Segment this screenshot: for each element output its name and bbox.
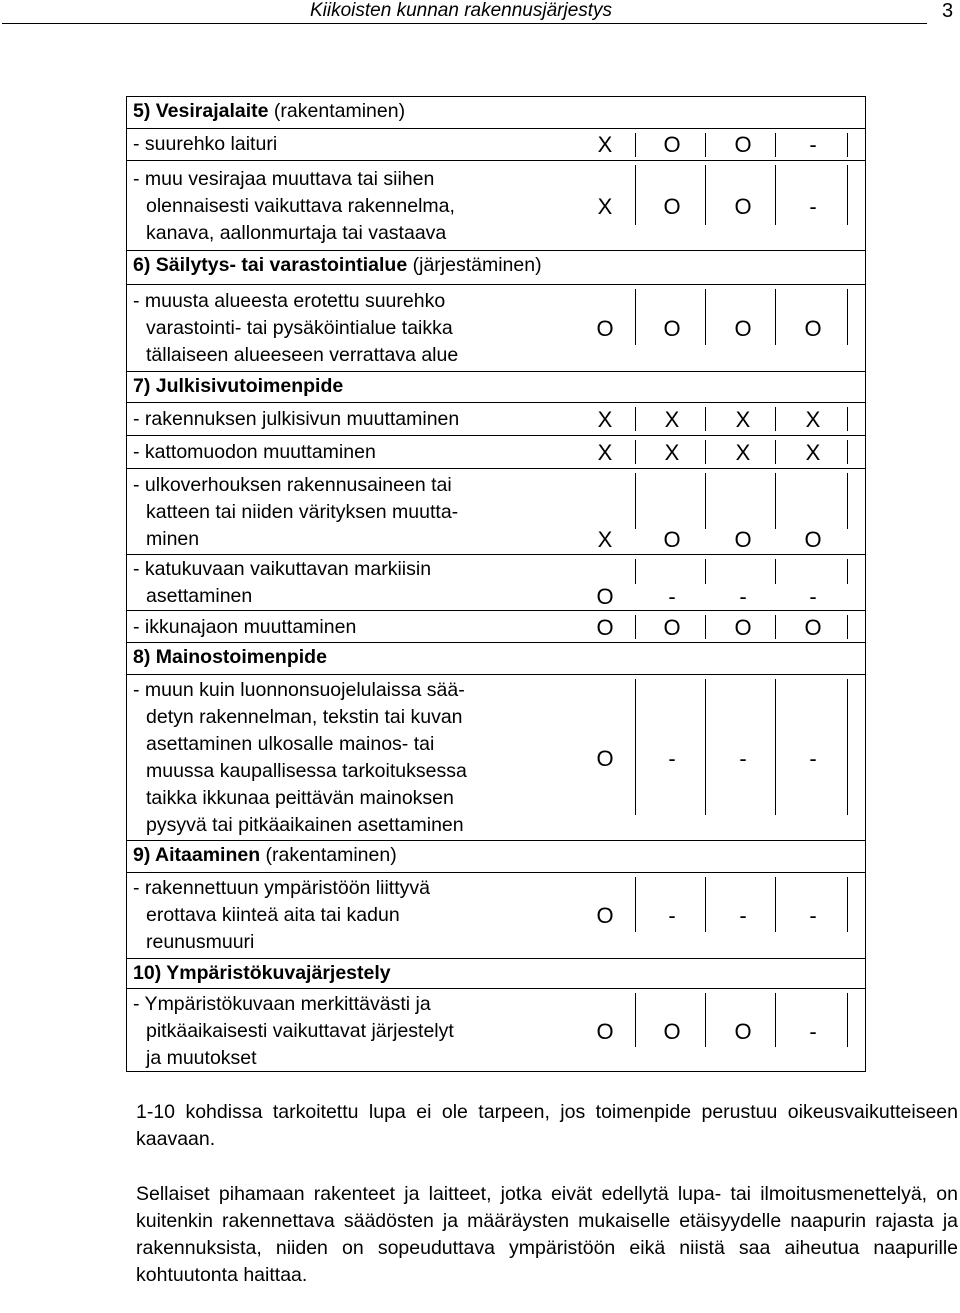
section-heading-suffix: (rakentaminen) bbox=[260, 844, 397, 866]
permit-mark: - bbox=[809, 1019, 817, 1044]
row-divider bbox=[127, 872, 865, 873]
note-paragraph-1: 1-10 kohdissa tarkoitettu lupa ei ole tarpeen, jos toimenpide perustuu oikeusvaikutteiseen kaavaan. bbox=[136, 1101, 958, 1150]
column-divider bbox=[847, 877, 848, 932]
item-text-line: olennaisesti vaikuttava rakennelma, bbox=[146, 195, 455, 217]
permit-mark: O bbox=[663, 132, 681, 157]
section-heading bbox=[133, 98, 405, 125]
permit-mark: X bbox=[735, 407, 751, 432]
column-divider bbox=[635, 559, 636, 584]
column-divider bbox=[705, 407, 706, 431]
permit-mark: X bbox=[597, 194, 613, 219]
column-divider bbox=[705, 133, 706, 157]
permit-mark: X bbox=[805, 440, 821, 465]
row-divider bbox=[127, 554, 865, 555]
section-heading-number: 9) Aitaaminen bbox=[133, 844, 261, 866]
header-title: Kiikoisten kunnan rakennusjärjestys bbox=[310, 0, 613, 21]
permit-mark: O bbox=[804, 615, 822, 640]
column-divider bbox=[635, 440, 636, 464]
column-divider bbox=[635, 407, 636, 431]
section-heading-suffix: (järjestäminen) bbox=[407, 254, 542, 276]
item-text-line: - rakennuksen julkisivun muuttaminen bbox=[133, 408, 460, 430]
row-divider bbox=[127, 610, 865, 611]
item-text-line: kanava, aallonmurtaja tai vastaava bbox=[146, 222, 447, 244]
row-divider bbox=[127, 402, 865, 403]
item-text-line: asettaminen ulkosalle mainos- tai bbox=[146, 733, 435, 755]
permit-mark: - bbox=[809, 903, 817, 928]
item-text-line: - ulkoverhouksen rakennusaineen tai bbox=[133, 474, 452, 496]
column-divider bbox=[635, 615, 636, 639]
column-divider bbox=[775, 289, 776, 345]
item-text-line: - muun kuin luonnonsuojelulaissa sää- bbox=[133, 679, 465, 701]
column-divider bbox=[775, 615, 776, 639]
permit-mark: O bbox=[804, 316, 822, 341]
item-text-line: - rakennettuun ympäristöön liittyvä bbox=[133, 877, 430, 899]
section-heading bbox=[133, 960, 391, 987]
permit-mark: - bbox=[668, 584, 676, 609]
column-divider bbox=[705, 615, 706, 639]
row-divider bbox=[127, 958, 865, 959]
permit-mark: X bbox=[805, 407, 821, 432]
row-divider bbox=[127, 160, 865, 161]
column-divider bbox=[775, 165, 776, 225]
column-divider bbox=[705, 679, 706, 815]
permit-mark: O bbox=[596, 746, 614, 771]
permit-mark: X bbox=[664, 407, 680, 432]
item-text-line: asettaminen bbox=[146, 585, 253, 607]
row-divider bbox=[127, 840, 865, 841]
column-divider bbox=[775, 133, 776, 157]
column-divider bbox=[635, 133, 636, 157]
column-divider bbox=[775, 440, 776, 464]
permit-mark: O bbox=[663, 527, 681, 552]
permit-mark: X bbox=[735, 440, 751, 465]
row-divider bbox=[127, 128, 865, 129]
permit-mark: O bbox=[596, 584, 614, 609]
row-divider bbox=[127, 642, 865, 643]
item-text-line: - muusta alueesta erotettu suurehko bbox=[133, 290, 446, 312]
item-text-line: erottava kiinteä aita tai kadun bbox=[146, 904, 400, 926]
column-divider bbox=[847, 165, 848, 225]
row-divider bbox=[127, 435, 865, 436]
section-heading-number: 10) Ympäristökuvajärjestely bbox=[133, 962, 391, 984]
permit-mark: O bbox=[663, 1019, 681, 1044]
column-divider bbox=[847, 407, 848, 431]
section-heading-suffix: (rakentaminen) bbox=[268, 100, 406, 122]
section-heading bbox=[133, 373, 343, 400]
column-divider bbox=[775, 559, 776, 584]
column-divider bbox=[635, 165, 636, 225]
note-paragraph-2: Sellaiset pihamaan rakenteet ja laitteet, jotka eivät edellytä lupa- tai ilmoitusmenettelyä, on kuitenkin rakennettava säädösten ja määräysten mukaiselle etäisyydelle naapurin rajasta ja rakennuksista, niiden on sopeuduttava ympäristöön eikä niistä saa aiheutua naapurille kohtuutonta haittaa. bbox=[136, 1183, 958, 1286]
permit-mark: O bbox=[596, 903, 614, 928]
permit-mark: O bbox=[734, 194, 752, 219]
item-text-line: tällaiseen alueeseen verrattava alue bbox=[146, 344, 459, 366]
item-text-line: katteen tai niiden värityksen muutta- bbox=[146, 501, 459, 523]
column-divider bbox=[775, 993, 776, 1047]
column-divider bbox=[847, 473, 848, 529]
permit-mark: X bbox=[597, 440, 613, 465]
item-text-line: muussa kaupallisessa tarkoituksessa bbox=[146, 760, 467, 782]
item-text-line: reunusmuuri bbox=[146, 931, 255, 953]
permit-mark: O bbox=[596, 615, 614, 640]
column-divider bbox=[705, 473, 706, 529]
item-text-line: - muu vesirajaa muuttava tai siihen bbox=[133, 168, 435, 190]
permit-mark: - bbox=[809, 194, 817, 219]
row-divider bbox=[127, 284, 865, 285]
item-text-line: pitkäaikaisesti vaikuttavat järjestelyt bbox=[146, 1020, 454, 1042]
section-heading bbox=[133, 644, 327, 671]
item-text-line: - Ympäristökuvaan merkittävästi ja bbox=[133, 993, 431, 1015]
permit-mark: O bbox=[663, 316, 681, 341]
item-text-line: ja muutokset bbox=[146, 1047, 257, 1069]
permit-mark: O bbox=[734, 527, 752, 552]
column-divider bbox=[635, 993, 636, 1047]
permit-mark: O bbox=[734, 132, 752, 157]
column-divider bbox=[705, 559, 706, 584]
permit-mark: O bbox=[596, 1019, 614, 1044]
section-heading bbox=[133, 252, 542, 279]
permit-mark: - bbox=[668, 903, 676, 928]
column-divider bbox=[775, 679, 776, 815]
section-heading bbox=[133, 842, 397, 869]
row-divider bbox=[127, 250, 865, 251]
permit-mark: O bbox=[804, 527, 822, 552]
permit-mark: - bbox=[809, 746, 817, 771]
column-divider bbox=[847, 615, 848, 639]
column-divider bbox=[705, 877, 706, 932]
column-divider bbox=[847, 993, 848, 1047]
header-rule bbox=[2, 23, 927, 24]
permit-mark: - bbox=[739, 903, 747, 928]
section-heading-number: 5) Vesirajalaite bbox=[133, 100, 269, 122]
column-divider bbox=[705, 165, 706, 225]
permit-mark: - bbox=[809, 584, 817, 609]
permit-mark: X bbox=[597, 527, 613, 552]
permit-mark: - bbox=[739, 746, 747, 771]
item-text-line: minen bbox=[146, 528, 200, 550]
page-number: 3 bbox=[942, 0, 954, 22]
item-text-line: - katukuvaan vaikuttavan markiisin bbox=[133, 558, 432, 580]
row-divider bbox=[127, 371, 865, 372]
column-divider bbox=[635, 877, 636, 932]
column-divider bbox=[635, 289, 636, 345]
column-divider bbox=[847, 559, 848, 584]
permit-mark: X bbox=[664, 440, 680, 465]
item-text-line: - ikkunajaon muuttaminen bbox=[133, 616, 357, 638]
column-divider bbox=[635, 679, 636, 815]
column-divider bbox=[847, 440, 848, 464]
item-text-line: taikka ikkunaa peittävän mainoksen bbox=[146, 787, 454, 809]
item-text-line: varastointi- tai pysäköintialue taikka bbox=[146, 317, 453, 339]
item-text-line: - kattomuodon muuttaminen bbox=[133, 441, 376, 463]
column-divider bbox=[705, 993, 706, 1047]
column-divider bbox=[847, 289, 848, 345]
permit-mark: O bbox=[596, 316, 614, 341]
section-heading-number: 8) Mainostoimenpide bbox=[133, 646, 327, 668]
row-divider bbox=[127, 988, 865, 989]
permit-table bbox=[126, 96, 866, 1072]
permit-mark: O bbox=[663, 194, 681, 219]
permit-mark: - bbox=[668, 746, 676, 771]
permit-mark: - bbox=[739, 584, 747, 609]
permit-mark: X bbox=[597, 132, 613, 157]
permit-mark: O bbox=[734, 615, 752, 640]
permit-mark: O bbox=[734, 316, 752, 341]
item-text-line: - suurehko laituri bbox=[133, 133, 278, 155]
column-divider bbox=[775, 877, 776, 932]
column-divider bbox=[635, 473, 636, 529]
permit-mark: O bbox=[663, 615, 681, 640]
section-heading-number: 7) Julkisivutoimenpide bbox=[133, 375, 344, 397]
column-divider bbox=[847, 133, 848, 157]
item-text-line: pysyvä tai pitkäaikainen asettaminen bbox=[146, 814, 464, 836]
permit-mark: X bbox=[597, 407, 613, 432]
page-header bbox=[0, 0, 960, 24]
section-heading-number: 6) Säilytys- tai varastointialue bbox=[133, 254, 408, 276]
row-divider bbox=[127, 674, 865, 675]
permit-mark: O bbox=[734, 1019, 752, 1044]
item-text-line: detyn rakennelman, tekstin tai kuvan bbox=[146, 706, 463, 728]
column-divider bbox=[705, 440, 706, 464]
column-divider bbox=[775, 473, 776, 529]
column-divider bbox=[705, 289, 706, 345]
row-divider bbox=[127, 468, 865, 469]
column-divider bbox=[775, 407, 776, 431]
column-divider bbox=[847, 679, 848, 815]
permit-mark: - bbox=[809, 132, 817, 157]
